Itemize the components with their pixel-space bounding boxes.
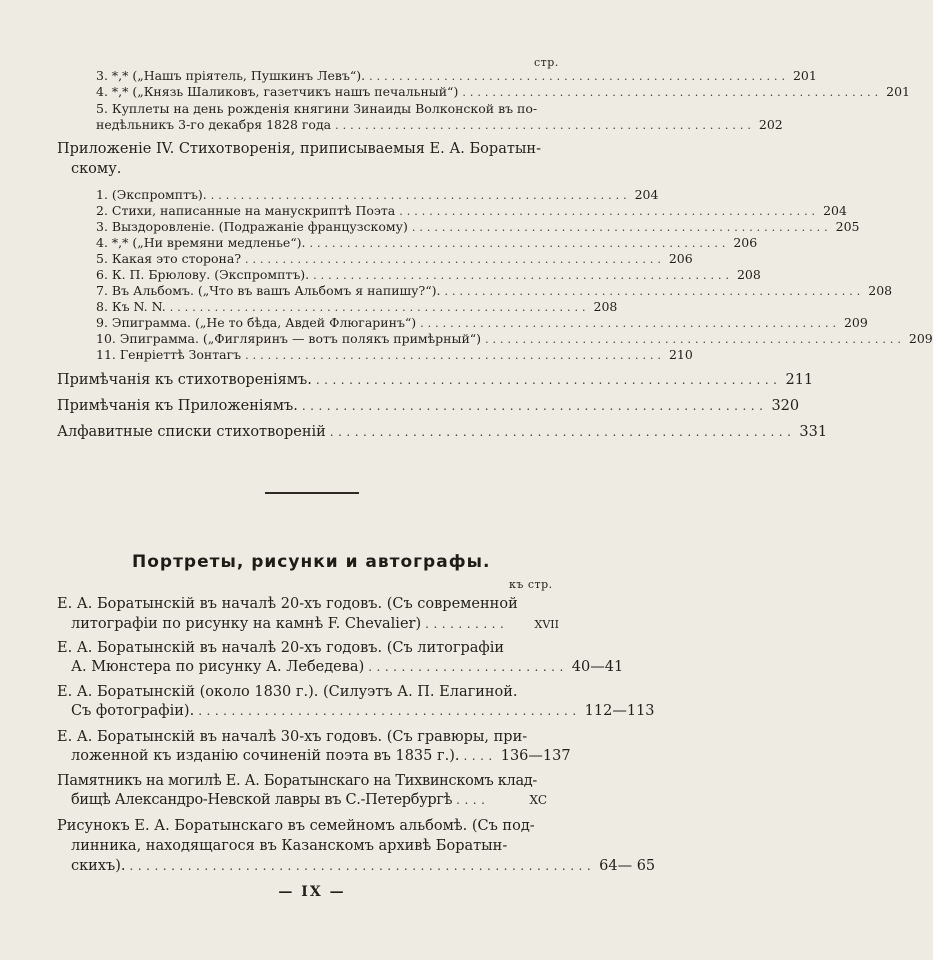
toc-entry: недѣльникъ 3-го декабря 1828 года ........................................................ 202 bbox=[96, 117, 783, 132]
section-title: Портреты, рисунки и автографы. bbox=[132, 552, 491, 572]
appendix-heading-cont: скому. bbox=[71, 161, 122, 177]
appendix-entry: 2. Стихи, написанные на манускриптѣ Поэта ........................................................ 204 bbox=[96, 203, 847, 218]
notes-entry: Алфавитные списки стихотворенiй ........................................................ 331 bbox=[57, 424, 828, 440]
portrait-entry-line: Е. А. Боратынскiй въ началѣ 20-хъ годовъ. (Съ современной bbox=[57, 596, 518, 612]
notes-entry: Примѣчанiя къ стихотворенiямъ. ........................................................ 211 bbox=[57, 372, 814, 388]
portrait-entry-line: Е. А. Боратынскiй въ началѣ 30-хъ годовъ. (Съ гравюры, при- bbox=[57, 729, 528, 745]
appendix-entry: 8. Къ N. N. ........................................................ 208 bbox=[96, 299, 618, 314]
portrait-entry: Съ фотографiи). .............................................. 112—113 bbox=[71, 703, 655, 719]
appendix-entry: 4. *,* („Ни времяни медленье“). ........................................................ 206 bbox=[96, 235, 758, 250]
appendix-entry: 11. Генрiеттѣ Зонтагъ ........................................................ 210 bbox=[96, 347, 693, 362]
section-column-header: къ стр. bbox=[509, 578, 553, 591]
portrait-entry: А. Мюнстера по рисунку А. Лебедева) ........................ 40—41 bbox=[71, 659, 624, 675]
notes-entry: Примѣчанiя къ Приложенiямъ. ........................................................ 320 bbox=[57, 398, 800, 414]
appendix-entry: 5. Какая это сторона? ........................................................ 206 bbox=[96, 251, 693, 266]
portrait-entry-line: Е. А. Боратынскiй въ началѣ 20-хъ годовъ. (Съ литографiи bbox=[57, 640, 505, 656]
portrait-entry-line: линника, находящагося въ Казанскомъ архивѣ Боратын- bbox=[71, 838, 508, 854]
appendix-entry: 7. Въ Альбомъ. („Что въ вашъ Альбомъ я напишу?“). ........................................................ 208 bbox=[96, 283, 893, 298]
portrait-entry: литографiи по рисунку на камнѣ F. Chevalier) .......... XVII bbox=[71, 616, 559, 632]
appendix-entry: 9. Эпиграмма. („Не то бѣда, Авдей Флюгаринъ“) ........................................................ 209 bbox=[96, 315, 868, 330]
portrait-entry: бищѣ Александро-Невской лавры въ С.-Петербургѣ .... XC bbox=[71, 792, 547, 808]
toc-entry: 3. *,* („Нашъ прiятель, Пушкинъ Левъ“). ........................................................ 201 bbox=[96, 68, 817, 83]
portrait-entry-line: Е. А. Боратынскiй (около 1830 г.). (Силуэтъ А. П. Елагиной. bbox=[57, 684, 518, 700]
toc-entry-line: 5. Куплеты на день рожденiя княгини Зинаиды Волконской въ по- bbox=[96, 101, 538, 116]
portrait-entry-line: Рисунокъ Е. А. Боратынскаго въ семейномъ альбомѣ. (Съ под- bbox=[57, 818, 535, 834]
appendix-entry: 3. Выздоровленiе. (Подражанiе французскому) ........................................................ 205 bbox=[96, 219, 860, 234]
toc-entry: 4. *,* („Князь Шаликовъ, газетчикъ нашъ печальный“) ........................................................ 201 bbox=[96, 84, 910, 99]
page-column-header: стр. bbox=[534, 56, 559, 69]
appendix-entry: 10. Эпиграмма. („Фигляринъ — вотъ полякъ примѣрный“) ........................................................ 209 bbox=[96, 331, 933, 346]
appendix-heading: Приложенiе IV. Стихотворенiя, приписываемыя Е. А. Боратын- bbox=[57, 141, 541, 157]
section-divider bbox=[265, 492, 359, 494]
portrait-entry: ложенной къ изданiю сочиненiй поэта въ 1835 г.). .... 136—137 bbox=[71, 748, 571, 764]
appendix-entry: 6. К. П. Брюлову. (Экспромптъ). ........................................................ 208 bbox=[96, 267, 761, 282]
portrait-entry: скихъ). ........................................................ 64— 65 bbox=[71, 858, 656, 874]
page-number: — IX — bbox=[278, 884, 346, 900]
portrait-entry-line: Памятникъ на могилѣ Е. А. Боратынскаго на Тихвинскомъ клад- bbox=[57, 773, 538, 789]
appendix-entry: 1. (Экспромптъ). ........................................................ 204 bbox=[96, 187, 659, 202]
